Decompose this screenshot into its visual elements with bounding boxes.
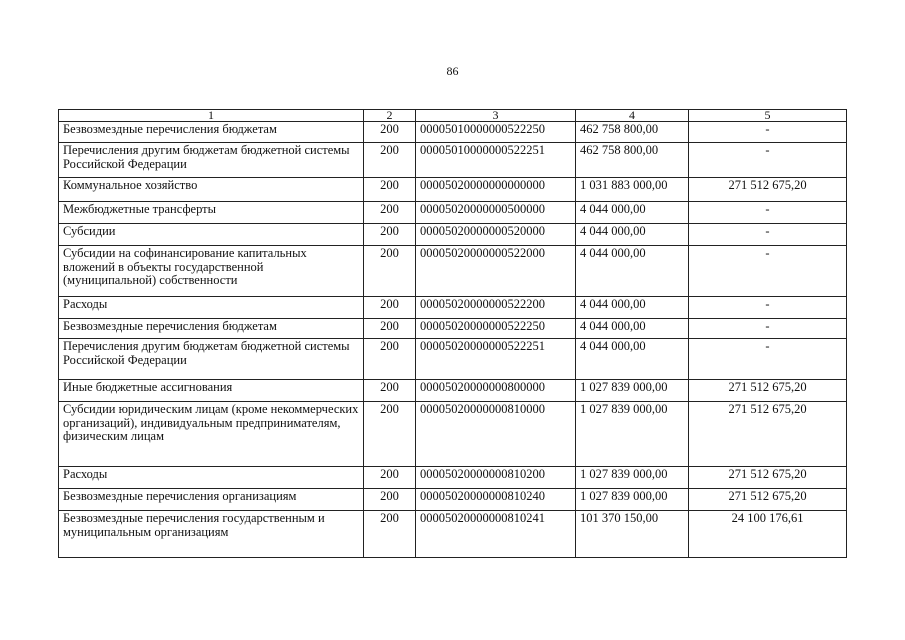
table-row — [59, 319, 847, 339]
row-classification-code: 00005020000000500000 — [416, 202, 576, 224]
row-classification-code: 00005020000000000000 — [416, 178, 576, 202]
column-header: 3 — [416, 110, 576, 122]
row-executed-amount: 271 512 675,20 — [689, 178, 847, 202]
row-approved-amount: 1 031 883 000,00 — [576, 178, 689, 202]
row-approved-amount: 1 027 839 000,00 — [576, 467, 689, 489]
row-line-code: 200 — [364, 402, 416, 467]
row-name: Перечисления другим бюджетам бюджетной системы Российской Федерации — [59, 339, 364, 380]
row-approved-amount: 1 027 839 000,00 — [576, 380, 689, 402]
row-name: Безвозмездные перечисления организациям — [59, 489, 364, 511]
row-line-code: 200 — [364, 297, 416, 319]
column-header: 1 — [59, 110, 364, 122]
row-approved-amount: 1 027 839 000,00 — [576, 489, 689, 511]
row-line-code: 200 — [364, 122, 416, 143]
row-executed-amount: - — [689, 297, 847, 319]
row-name: Коммунальное хозяйство — [59, 178, 364, 202]
table-row — [59, 339, 847, 380]
table-row — [59, 380, 847, 402]
row-name: Перечисления другим бюджетам бюджетной системы Российской Федерации — [59, 143, 364, 178]
row-classification-code: 00005010000000522251 — [416, 143, 576, 178]
table-row — [59, 202, 847, 224]
row-approved-amount: 462 758 800,00 — [576, 143, 689, 178]
row-line-code: 200 — [364, 467, 416, 489]
row-line-code: 200 — [364, 224, 416, 246]
table-row — [59, 122, 847, 143]
row-name: Межбюджетные трансферты — [59, 202, 364, 224]
table-row — [59, 178, 847, 202]
row-name: Субсидии — [59, 224, 364, 246]
row-executed-amount: - — [689, 143, 847, 178]
row-classification-code: 00005020000000810000 — [416, 402, 576, 467]
row-executed-amount: 271 512 675,20 — [689, 489, 847, 511]
row-line-code: 200 — [364, 489, 416, 511]
row-name: Безвозмездные перечисления бюджетам — [59, 319, 364, 339]
row-executed-amount: - — [689, 224, 847, 246]
row-name: Субсидии юридическим лицам (кроме некоммерческих организаций), индивидуальным предпринимателям, физическим лицам — [59, 402, 364, 467]
row-approved-amount: 4 044 000,00 — [576, 224, 689, 246]
row-line-code: 200 — [364, 511, 416, 558]
row-name: Безвозмездные перечисления государственным и муниципальным организациям — [59, 511, 364, 558]
row-executed-amount: - — [689, 246, 847, 297]
table-row — [59, 467, 847, 489]
table-row — [59, 246, 847, 297]
page-number: 86 — [446, 64, 459, 78]
row-executed-amount: - — [689, 339, 847, 380]
column-header: 4 — [576, 110, 689, 122]
row-approved-amount: 4 044 000,00 — [576, 339, 689, 380]
row-line-code: 200 — [364, 202, 416, 224]
row-line-code: 200 — [364, 143, 416, 178]
table-header-row — [59, 110, 847, 122]
table-row — [59, 402, 847, 467]
row-executed-amount: 271 512 675,20 — [689, 380, 847, 402]
row-classification-code: 00005020000000522200 — [416, 297, 576, 319]
row-classification-code: 00005010000000522250 — [416, 122, 576, 143]
row-executed-amount: - — [689, 122, 847, 143]
row-line-code: 200 — [364, 380, 416, 402]
row-classification-code: 00005020000000520000 — [416, 224, 576, 246]
row-approved-amount: 4 044 000,00 — [576, 246, 689, 297]
row-classification-code: 00005020000000810240 — [416, 489, 576, 511]
row-name: Расходы — [59, 297, 364, 319]
row-line-code: 200 — [364, 246, 416, 297]
row-name: Субсидии на софинансирование капитальных вложений в объекты государственной (муниципальной) собственности — [59, 246, 364, 297]
budget-table — [58, 109, 847, 558]
table-row — [59, 143, 847, 178]
row-name: Безвозмездные перечисления бюджетам — [59, 122, 364, 143]
row-approved-amount: 4 044 000,00 — [576, 202, 689, 224]
row-executed-amount: - — [689, 319, 847, 339]
row-classification-code: 00005020000000522000 — [416, 246, 576, 297]
row-approved-amount: 462 758 800,00 — [576, 122, 689, 143]
row-approved-amount: 4 044 000,00 — [576, 297, 689, 319]
row-executed-amount: 24 100 176,61 — [689, 511, 847, 558]
row-approved-amount: 1 027 839 000,00 — [576, 402, 689, 467]
row-approved-amount: 4 044 000,00 — [576, 319, 689, 339]
row-classification-code: 00005020000000810200 — [416, 467, 576, 489]
table-row — [59, 297, 847, 319]
row-approved-amount: 101 370 150,00 — [576, 511, 689, 558]
row-executed-amount: 271 512 675,20 — [689, 402, 847, 467]
row-line-code: 200 — [364, 319, 416, 339]
row-executed-amount: - — [689, 202, 847, 224]
table-row — [59, 511, 847, 558]
row-name: Расходы — [59, 467, 364, 489]
column-header: 2 — [364, 110, 416, 122]
table-row — [59, 489, 847, 511]
row-classification-code: 00005020000000522250 — [416, 319, 576, 339]
row-line-code: 200 — [364, 178, 416, 202]
table-row — [59, 224, 847, 246]
row-classification-code: 00005020000000800000 — [416, 380, 576, 402]
row-classification-code: 00005020000000522251 — [416, 339, 576, 380]
column-header: 5 — [689, 110, 847, 122]
row-name: Иные бюджетные ассигнования — [59, 380, 364, 402]
row-executed-amount: 271 512 675,20 — [689, 467, 847, 489]
row-line-code: 200 — [364, 339, 416, 380]
row-classification-code: 00005020000000810241 — [416, 511, 576, 558]
